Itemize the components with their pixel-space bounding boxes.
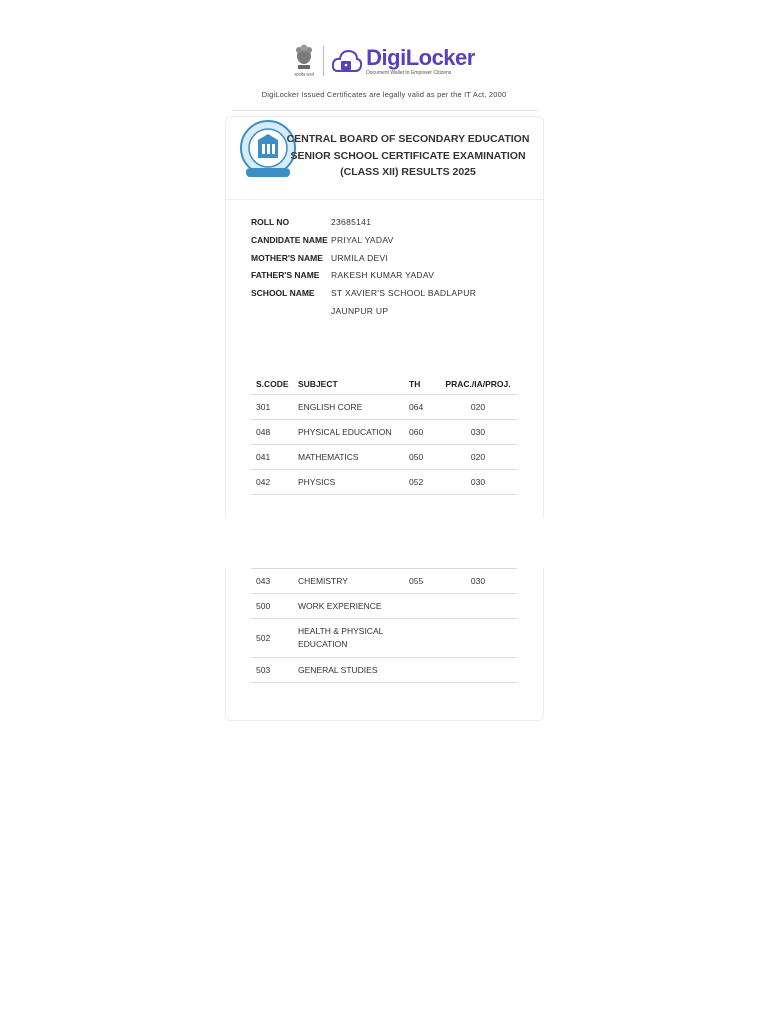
cell-subject: ENGLISH CORE <box>298 402 363 412</box>
info-value: 23685141 <box>331 217 372 227</box>
marks-table-header <box>251 374 517 395</box>
header-divider <box>232 110 538 111</box>
info-mothers-name <box>251 250 521 268</box>
table-row <box>251 395 517 420</box>
info-school-name <box>251 285 521 321</box>
info-value: RAKESH KUMAR YADAV <box>331 270 435 281</box>
legal-note: DigiLocker Issued Certificates are legally valid as per the IT Act, 2000 <box>261 90 507 99</box>
cell-code: 500 <box>256 601 271 611</box>
cell-practical: 030 <box>470 576 486 586</box>
cell-subject: GENERAL STUDIES <box>298 665 378 675</box>
logo-row <box>0 40 768 82</box>
info-label: CANDIDATE NAME <box>251 234 328 245</box>
board-name: CENTRAL BOARD OF SECONDARY EDUCATION <box>286 133 530 145</box>
emblem-caption: सत्यमेव जयते <box>294 72 314 77</box>
logo-separator <box>323 46 324 76</box>
digilocker-header <box>0 40 768 99</box>
col-header-theory: TH <box>409 379 421 389</box>
cell-subject: PHYSICAL EDUCATION <box>298 427 392 437</box>
cell-subject: CHEMISTRY <box>298 576 348 586</box>
cell-code: 503 <box>256 665 271 675</box>
table-row <box>251 420 517 445</box>
info-value: URMILA DEVI <box>331 252 389 263</box>
cell-practical: 020 <box>470 402 486 412</box>
table-row <box>251 445 517 470</box>
cell-code: 041 <box>256 452 271 462</box>
info-label: FATHER'S NAME <box>251 270 320 281</box>
col-header-practical: PRAC./IA/PROJ. <box>445 379 511 389</box>
cell-code: 048 <box>256 427 271 437</box>
cell-theory: 064 <box>409 402 424 412</box>
col-header-subject: SUBJECT <box>298 379 338 389</box>
results-year: (CLASS XII) RESULTS 2025 <box>340 166 476 178</box>
cell-practical: 030 <box>470 427 486 437</box>
info-fathers-name <box>251 267 521 285</box>
table-row <box>251 619 517 658</box>
cell-subject: HEALTH & PHYSICAL EDUCATION <box>298 626 384 649</box>
info-candidate-name <box>251 232 521 250</box>
cloud-lock-icon <box>332 47 362 75</box>
cell-subject: WORK EXPERIENCE <box>298 601 382 611</box>
cell-theory: 055 <box>409 576 424 586</box>
table-row <box>251 658 517 683</box>
national-emblem-icon <box>293 43 315 79</box>
title-divider <box>226 199 543 200</box>
cell-subject: PHYSICS <box>298 477 336 487</box>
table-row <box>251 569 517 594</box>
digilocker-logo <box>332 44 475 76</box>
cell-code: 042 <box>256 477 271 487</box>
cell-theory: 052 <box>409 477 424 487</box>
exam-name: SENIOR SCHOOL CERTIFICATE EXAMINATION <box>290 149 526 162</box>
cell-code: 301 <box>256 402 271 412</box>
info-label: ROLL NO <box>251 217 290 227</box>
info-label: SCHOOL NAME <box>251 288 315 299</box>
info-value: ST XAVIER'S SCHOOL BADLAPUR JAUNPUR UP <box>331 288 477 316</box>
info-value: PRIYAL YADAV <box>331 234 394 245</box>
info-roll-no <box>251 214 521 232</box>
info-label: MOTHER'S NAME <box>251 252 323 263</box>
cell-subject: MATHEMATICS <box>298 452 359 462</box>
cell-theory: 050 <box>409 452 424 462</box>
cell-theory: 060 <box>409 427 424 437</box>
table-row <box>251 470 517 495</box>
table-row <box>251 594 517 619</box>
cell-practical: 030 <box>470 477 486 487</box>
cell-code: 043 <box>256 576 271 586</box>
candidate-info <box>251 214 521 321</box>
brand-tagline: Document Wallet to Empower Citizens <box>366 69 452 76</box>
brand-name: DigiLocker <box>366 44 475 70</box>
marks-table-body-page1 <box>251 395 517 495</box>
cell-practical: 020 <box>470 452 486 462</box>
marks-table-body-page2 <box>251 568 517 683</box>
board-title <box>286 131 530 181</box>
col-header-code: S.CODE <box>256 379 289 389</box>
cell-code: 502 <box>256 632 271 643</box>
